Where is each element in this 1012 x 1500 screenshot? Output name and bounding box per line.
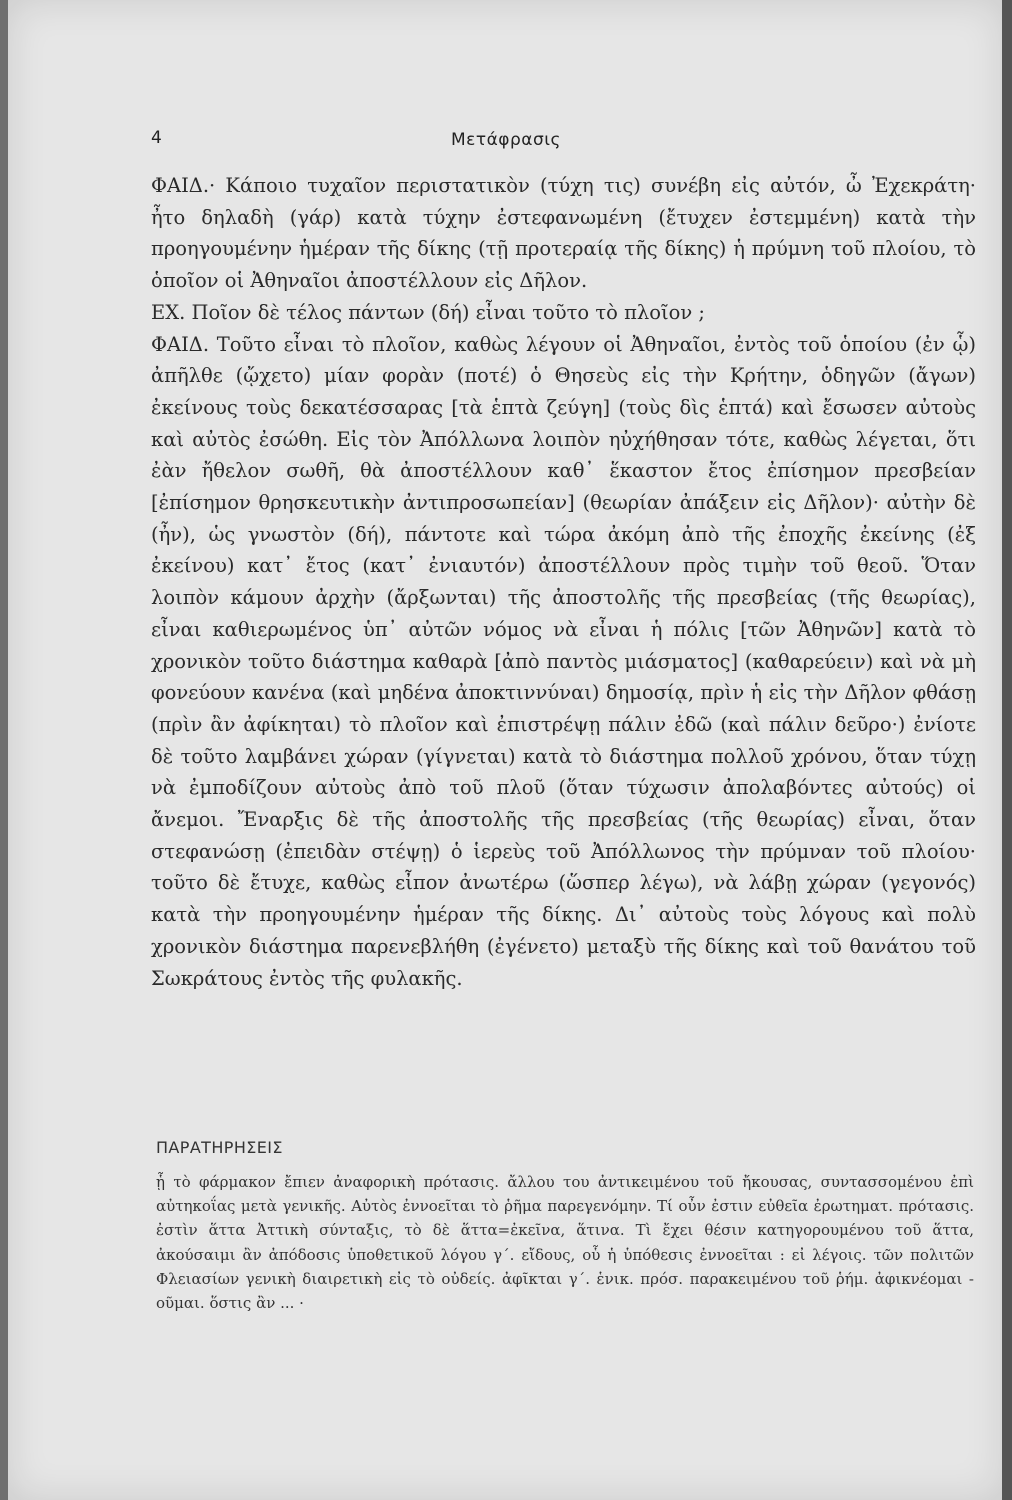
page-edge: [1002, 0, 1012, 1500]
remarks-heading: ΠΑΡΑΤΗΡΗΣΕΙΣ: [156, 1138, 283, 1157]
running-title: Μετάφρασις: [450, 130, 561, 150]
remarks-notes: [156, 1170, 974, 1315]
page-header: [8, 128, 1004, 158]
paragraph-echekrates: ΕΧ. Ποῖον δὲ τέλος πάντων (δή) εἶναι τοῦτο τὸ πλοῖον ;: [151, 300, 705, 324]
paragraph-phaidon-2: ΦΑΙΔ. Τοῦτο εἶναι τὸ πλοῖον, καθὼς λέγουν οἱ Ἀθηναῖοι, ἐντὸς τοῦ ὁποίου (ἐν ᾧ) ἀπῆλθε (ᾤχετο) μίαν φορὰν (ποτέ) ὁ Θησεὺς εἰς τὴν Κρήτην, ὁδηγῶν (ἄγων) ἐκείνους τοὺς δεκατέσσαρας [τὰ ἑπτὰ ζεύγη] (τοὺς δὶς ἑπτά) καὶ ἔσωσεν αὐτοὺς καὶ αὐτὸς ἐσώθη. Εἰς τὸν Ἀπόλλωνα λοιπὸν ηὐχήθησαν τότε, καθὼς λέγεται, ὅτι ἐὰν ἤθελον σωθῆ, θὰ ἀποστέλλουν καθ᾽ ἕκαστον ἔτος ἐπίσημον πρεσβείαν [ἐπίσημον θρησκευτικὴν ἀντιπροσωπείαν] (θεωρίαν ἀπάξειν εἰς Δῆλον)· αὐτὴν δὲ (ἦν), ὡς γνωστὸν (δή), πάντοτε καὶ τώρα ἀκόμη ἀπὸ τῆς ἐποχῆς ἐκείνης (ἐξ ἐκείνου) κατ᾽ ἔτος (κατ᾽ ἐνιαυτόν) ἀποστέλλουν πρὸς τιμὴν τοῦ θεοῦ. Ὅταν λοιπὸν κάμουν ἀρχὴν (ἄρξωνται) τῆς ἀποστολῆς τῆς πρεσβείας (τῆς θεωρίας), εἶναι καθιερωμένος ὑπ᾽ αὐτῶν νόμος νὰ εἶναι ἡ πόλις [τῶν Ἀθηνῶν] κατὰ τὸ χρονικὸν τοῦτο διάστημα καθαρὰ [ἀπὸ παντὸς μιάσματος] (καθαρεύειν) καὶ νὰ μὴ φονεύουν κανένα (καὶ μηδένα ἀποκτιννύναι) δημοσίᾳ, πρὶν ἡ εἰς τὴν Δῆλον φθάσῃ (πρὶν ἂν ἀφίκηται) τὸ πλοῖον καὶ ἐπιστρέψῃ πάλιν ἐδῶ (καὶ πάλιν δεῦρο·) ἐνίοτε δὲ τοῦτο λαμβάνει χώραν (γίγνεται) κατὰ τὸ διάστημα πολλοῦ χρόνου, ὅταν τύχῃ νὰ ἐμποδίζουν αὐτοὺς ἀπὸ τοῦ πλοῦ (ὅταν τύχωσιν ἀπολαβόντες αὐτούς) οἱ ἄνεμοι. Ἔναρξις δὲ τῆς ἀποστολῆς τῆς πρεσβείας (τῆς θεωρίας) εἶναι, ὅταν στεφανώσῃ (ἐπειδὰν στέψῃ) ὁ ἱερεὺς τοῦ Ἀπόλλωνος τὴν πρύμναν τοῦ πλοίου· τοῦτο δὲ ἔτυχε, καθὼς εἶπον ἀνωτέρω (ὥσπερ λέγω), νὰ λάβῃ χώραν (γεγονός) κατὰ τὴν προηγουμένην ἡμέραν τῆς δίκης. Δι᾽ αὐτοὺς τοὺς λόγους καὶ πολὺ χρονικὸν διάστημα παρενεβλήθη (ἐγένετο) μεταξὺ τῆς δίκης καὶ τοῦ θανάτου τοῦ Σωκράτους ἐντὸς τῆς φυλακῆς.: [151, 332, 976, 990]
translation-body: [151, 170, 976, 994]
remarks-text: ᾗ τὸ φάρμακον ἔπιεν ἀναφορικὴ πρότασις. ἄλλου του ἀντικειμένου τοῦ ἤκουσας, συντασσομένου ἐπὶ αὐτηκοΐας μετὰ γενικῆς. Αὐτὸς ἐννοεῖται τὸ ῥῆμα παρεγενόμην. Τί οὖν ἐστιν εὐθεῖα ἐρωτηματ. πρότασις. ἐστὶν ἅττα Ἀττικὴ σύνταξις, τὸ δὲ ἅττα=ἐκεῖνα, ἅτινα. Τὶ ἔχει θέσιν κατηγορουμένου τοῦ ἅττα, ἀκούσαιμι ἂν ἀπόδοσις ὑποθετικοῦ λόγου γ΄. εἴδους, οὗ ἡ ὑπόθεσις ἐννοεῖται : εἰ λέγοις. τῶν πολιτῶν Φλειασίων γενικὴ διαιρετικὴ εἰς τὸ οὐδείς. ἀφῖκται γ΄. ἑνικ. πρόσ. παρακειμένου τοῦ ῥήμ. ἀφικνέομαι - οῦμαι. ὅστις ἂν ... ·: [156, 1173, 974, 1313]
document-page: [8, 0, 1004, 1500]
page-number: 4: [151, 128, 162, 148]
paragraph-phaidon-1: ΦΑΙΔ.· Κάποιο τυχαῖον περιστατικὸν (τύχη τις) συνέβη εἰς αὐτόν, ὦ Ἐχεκράτη· ἦτο δηλαδὴ (γάρ) κατὰ τύχην ἐστεφανωμένη (ἔτυχεν ἐστεμμένη) κατὰ τὴν προηγουμένην ἡμέραν τῆς δίκης (τῇ προτεραίᾳ τῆς δίκης) ἡ πρύμνη τοῦ πλοίου, τὸ ὁποῖον οἱ Ἀθηναῖοι ἀποστέλλουν εἰς Δῆλον.: [151, 174, 976, 293]
